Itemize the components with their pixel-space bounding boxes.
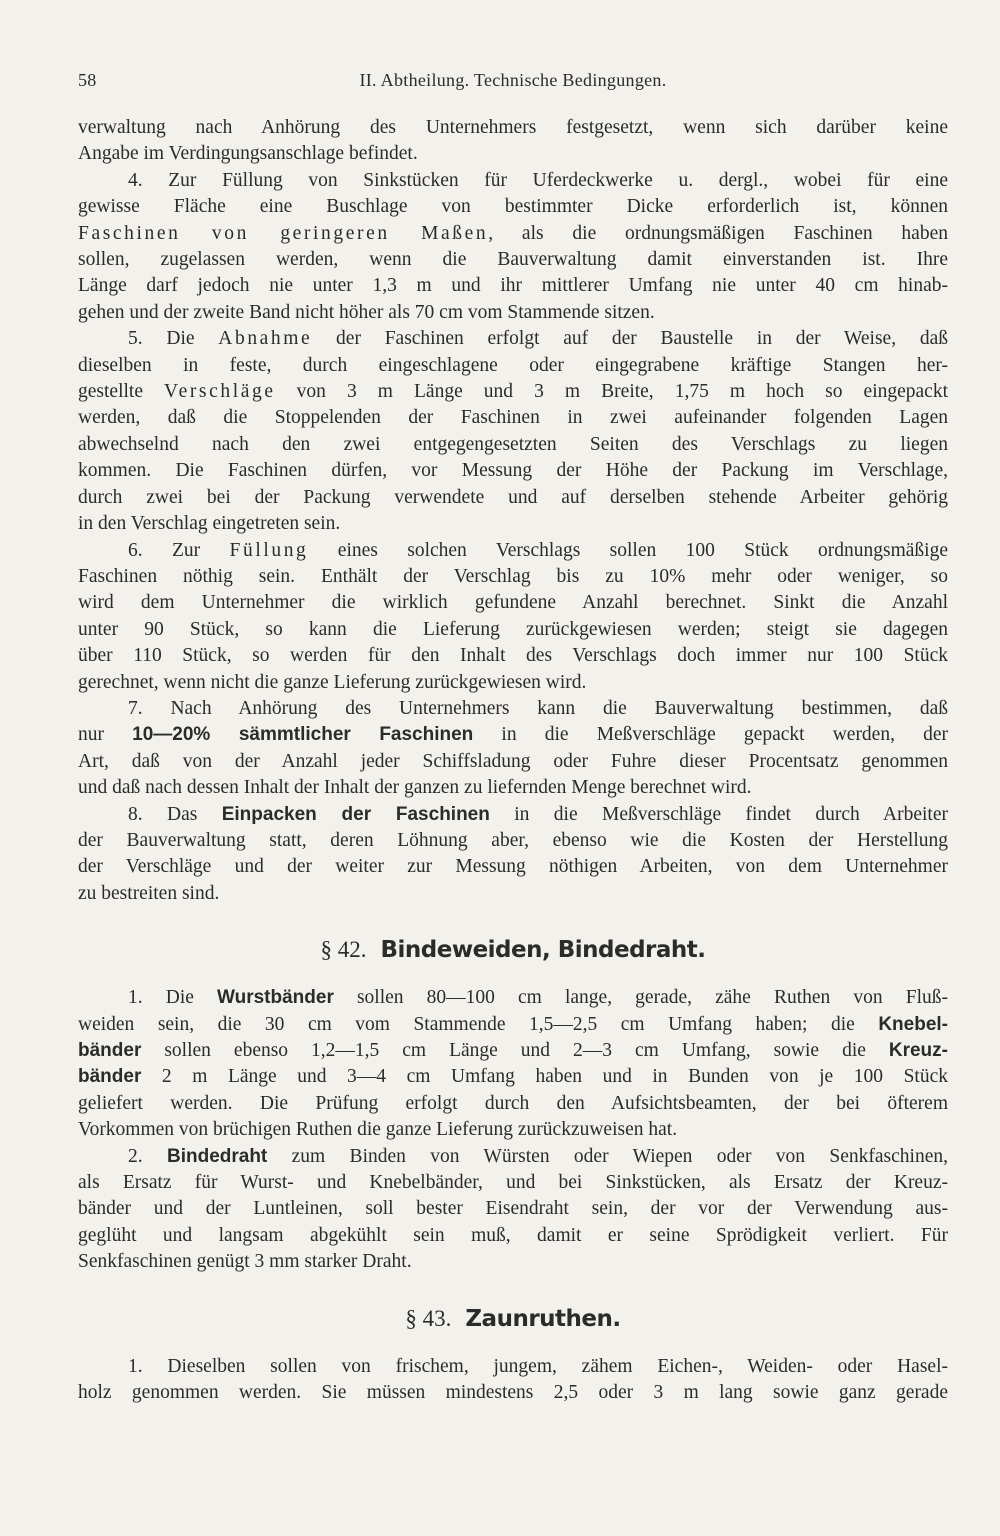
text-line: bänder sollen ebenso 1,2—1,5 cm Länge und 2—3 cm Umfang, sowie die Kreuz- — [78, 1040, 948, 1061]
body-text — [78, 115, 948, 1406]
text-line: geliefert werden. Die Prüfung erfolgt durch den Aufsichtsbeamten, der bei öfterem — [78, 1092, 948, 1114]
text-line: in den Verschlag eingetreten sein. — [78, 513, 341, 535]
spaced-term: Verschläge — [164, 381, 276, 403]
text-line: holz genommen werden. Sie müssen mindestens 2,5 oder 3 m lang sowie ganz gerade — [78, 1382, 948, 1404]
text-line: wird dem Unternehmer die wirklich gefundene Anzahl berechnet. Sinkt die Anzahl — [78, 592, 948, 614]
text-line: der Verschläge und der weiter zur Messung nöthigen Arbeiten, von dem Unternehmer — [78, 856, 948, 878]
text-line: 4. Zur Füllung von Sinkstücken für Uferdeckwerke u. dergl., wobei für eine — [128, 169, 948, 191]
text-line: 1. Dieselben sollen von frischem, jungem, zähem Eichen-, Weiden- oder Hasel- — [128, 1355, 948, 1377]
text-line: bänder 2 m Länge und 3—4 cm Umfang haben und in Bunden von je 100 Stück — [78, 1066, 948, 1088]
text-line: gewisse Fläche eine Buschlage von bestimmter Dicke erforderlich ist, können — [78, 196, 948, 218]
text-line: kommen. Die Faschinen dürfen, vor Messung der Höhe der Packung im Verschlage, — [78, 460, 948, 482]
bold-term: Knebel- — [878, 1013, 948, 1035]
text-line: und daß nach dessen Inhalt der Inhalt der ganzen zu liefernden Menge berechnet wird. — [78, 777, 752, 799]
text-line: Länge darf jedoch nie unter 1,3 m und ihr mittlerer Umfang nie unter 40 cm hinab- — [78, 275, 948, 297]
text-line: Angabe im Verdingungsanschlage befindet. — [78, 143, 418, 165]
bold-term: Wurstbänder — [217, 987, 334, 1009]
text-line: dieselben in feste, durch eingeschlagene oder eingegrabene kräftige Stangen her- — [78, 354, 948, 376]
text-line: durch zwei bei der Packung verwendete und auf derselben stehende Arbeiter gehörig — [78, 486, 948, 508]
text-line: gehen und der zweite Band nicht höher als 70 cm vom Stammende sitzen. — [78, 301, 655, 323]
text-line: 7. Nach Anhörung des Unternehmers kann die Bauverwaltung bestimmen, daß — [128, 697, 948, 719]
bold-term: Kreuz- — [888, 1040, 948, 1061]
text-line: über 110 Stück, so werden für den Inhalt des Verschlags doch immer nur 100 Stück — [78, 645, 948, 667]
spaced-term: Abnahme — [218, 328, 313, 350]
text-line: Faschinen von geringeren Maßen, als die ordnungsmäßigen Faschinen haben — [78, 222, 948, 244]
bold-term: bänder — [78, 1066, 142, 1088]
text-line: 5. Die Abnahme der Faschinen erfolgt auf der Baustelle in der Weise, daß — [128, 328, 948, 350]
section-heading: § 42. Bindeweiden, Bindedraht. — [320, 937, 706, 964]
text-line: bänder und der Luntleinen, soll bester Eisendraht sein, der vor der Verwendung aus- — [78, 1198, 948, 1220]
text-line: sollen, zugelassen werden, wenn die Bauverwaltung damit einverstanden ist. Ihre — [78, 249, 948, 271]
text-line: weiden sein, die 30 cm vom Stammende 1,5—2,5 cm Umfang haben; die Knebel- — [78, 1013, 948, 1035]
text-line: 8. Das Einpacken der Faschinen in die Meßverschläge findet durch Arbeiter — [128, 803, 948, 825]
spaced-term: Faschinen von geringeren Maßen — [78, 222, 489, 244]
running-title: II. Abtheilung. Technische Bedingungen. — [359, 70, 667, 90]
text-line: Art, daß von der Anzahl jeder Schiffsladung oder Fuhre dieser Procentsatz genommen — [78, 750, 948, 772]
text-line: 1. Die Wurstbänder sollen 80—100 cm lange, gerade, zähe Ruthen von Fluß- — [128, 987, 949, 1009]
text-line: Senkfaschinen genügt 3 mm starker Draht. — [78, 1251, 412, 1273]
page-number: 58 — [78, 70, 97, 90]
text-line: abwechselnd nach den zwei entgegengesetzten Seiten des Verschlags zu liegen — [78, 433, 948, 455]
text-line: der Bauverwaltung statt, deren Löhnung aber, ebenso wie die Kosten der Herstellung — [78, 829, 948, 851]
text-line: als Ersatz für Wurst- und Knebelbänder, und bei Sinkstücken, als Ersatz der Kreuz- — [78, 1172, 948, 1194]
text-line: verwaltung nach Anhörung des Unternehmers festgesetzt, wenn sich darüber keine — [78, 117, 948, 138]
bold-term: Einpacken der Faschinen — [221, 803, 490, 825]
text-line: 2. Bindedraht zum Binden von Würsten oder Wiepen oder von Senkfaschinen, — [128, 1145, 948, 1167]
text-line: gerechnet, wenn nicht die ganze Lieferung zurückgewiesen wird. — [78, 671, 587, 693]
bold-term: 10—20% sämmtlicher Faschinen — [132, 724, 474, 746]
text-line: werden, daß die Stoppelenden der Faschinen in zwei aufeinander folgenden Lagen — [78, 407, 948, 429]
text-line: Faschinen nöthig sein. Enthält der Verschlag bis zu 10% mehr oder weniger, so — [78, 565, 948, 587]
text-line: geglüht und langsam abgekühlt sein muß, damit er seine Sprödigkeit verliert. Für — [78, 1224, 948, 1246]
text-line: zu bestreiten sind. — [78, 882, 220, 904]
section-heading: § 43. Zaunruthen. — [405, 1305, 621, 1332]
text-line: 6. Zur Füllung eines solchen Verschlags sollen 100 Stück ordnungsmäßige — [128, 539, 949, 561]
text-line: Vorkommen von brüchigen Ruthen die ganze Lieferung zurückzuweisen hat. — [78, 1119, 678, 1141]
text-line: nur 10—20% sämmtlicher Faschinen in die Meßverschläge gepackt werden, der — [78, 724, 948, 746]
text-line: gestellte Verschläge von 3 m Länge und 3 m Breite, 1,75 m hoch so eingepackt — [78, 381, 948, 403]
spaced-term: Füllung — [229, 539, 309, 561]
text-line: unter 90 Stück, so kann die Lieferung zurückgewiesen werden; steigt sie dagegen — [78, 618, 948, 640]
bold-term: Bindedraht — [166, 1145, 268, 1167]
running-header — [78, 70, 948, 100]
bold-term: bänder — [78, 1040, 142, 1061]
